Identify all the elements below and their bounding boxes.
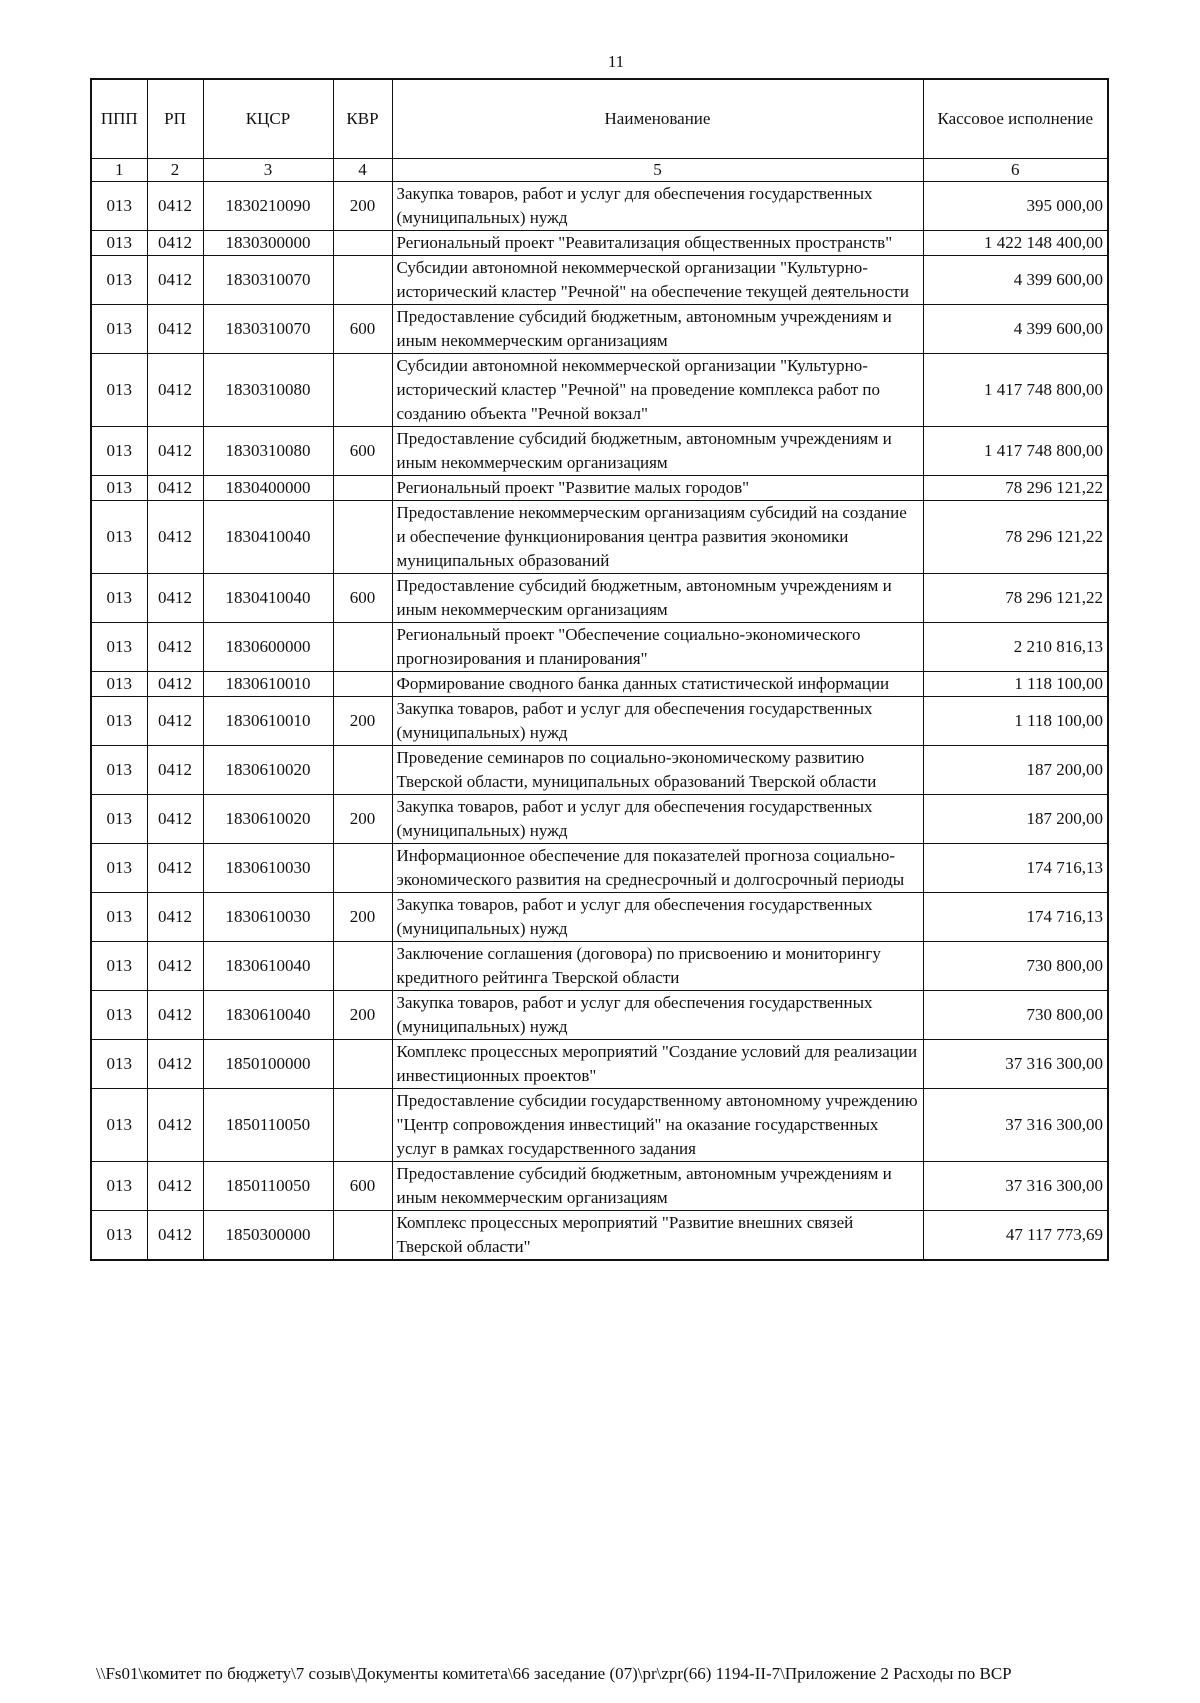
cell-kcsr: 1830410040 — [203, 574, 333, 623]
table-row — [91, 427, 1108, 476]
cell-amount: 730 800,00 — [923, 942, 1108, 991]
cell-amount: 1 118 100,00 — [923, 672, 1108, 697]
cell-rp: 0412 — [147, 354, 203, 427]
cell-name: Региональный проект "Развитие малых городов" — [392, 476, 923, 501]
cell-kvr: 600 — [333, 574, 392, 623]
column-number: 1 — [91, 159, 147, 182]
page-number: 11 — [607, 52, 625, 71]
cell-ppp: 013 — [91, 427, 147, 476]
cell-ppp: 013 — [91, 231, 147, 256]
cell-name: Субсидии автономной некоммерческой организации "Культурно-исторический кластер "Речной" на обеспечение текущей деятельности — [392, 256, 923, 305]
cell-kcsr: 1830410040 — [203, 501, 333, 574]
cell-kcsr: 1850110050 — [203, 1162, 333, 1211]
cell-ppp: 013 — [91, 354, 147, 427]
cell-kcsr: 1830610030 — [203, 844, 333, 893]
cell-kcsr: 1830610010 — [203, 672, 333, 697]
table-row — [91, 672, 1108, 697]
cell-kcsr: 1830310080 — [203, 427, 333, 476]
cell-name: Региональный проект "Реавитализация общественных пространств" — [392, 231, 923, 256]
cell-kvr — [333, 1089, 392, 1162]
table-row — [91, 574, 1108, 623]
cell-name: Предоставление субсидий бюджетным, автономным учреждениям и иным некоммерческим организациям — [392, 574, 923, 623]
cell-ppp: 013 — [91, 476, 147, 501]
cell-name: Закупка товаров, работ и услуг для обеспечения государственных (муниципальных) нужд — [392, 697, 923, 746]
cell-kvr: 600 — [333, 1162, 392, 1211]
cell-ppp: 013 — [91, 1211, 147, 1261]
header-row — [91, 79, 1108, 159]
cell-kvr: 200 — [333, 182, 392, 231]
cell-kvr — [333, 476, 392, 501]
table-row — [91, 697, 1108, 746]
column-number: 4 — [333, 159, 392, 182]
cell-name: Предоставление некоммерческим организациям субсидий на создание и обеспечение функционирования центра развития экономики муниципальных образований — [392, 501, 923, 574]
cell-amount: 1 417 748 800,00 — [923, 427, 1108, 476]
cell-amount: 78 296 121,22 — [923, 574, 1108, 623]
cell-rp: 0412 — [147, 476, 203, 501]
cell-rp: 0412 — [147, 1089, 203, 1162]
cell-ppp: 013 — [91, 501, 147, 574]
header-ppp: ППП — [91, 79, 147, 159]
cell-kvr — [333, 844, 392, 893]
cell-name: Предоставление субсидий бюджетным, автономным учреждениям и иным некоммерческим организациям — [392, 305, 923, 354]
cell-rp: 0412 — [147, 501, 203, 574]
cell-amount: 2 210 816,13 — [923, 623, 1108, 672]
cell-kvr: 200 — [333, 795, 392, 844]
column-number: 3 — [203, 159, 333, 182]
header-kvr: КВР — [333, 79, 392, 159]
cell-kcsr: 1830300000 — [203, 231, 333, 256]
table-row — [91, 1211, 1108, 1261]
cell-name: Субсидии автономной некоммерческой организации "Культурно-исторический кластер "Речной" на проведение комплекса работ по созданию объекта "Речной вокзал" — [392, 354, 923, 427]
cell-ppp: 013 — [91, 697, 147, 746]
cell-rp: 0412 — [147, 746, 203, 795]
cell-rp: 0412 — [147, 893, 203, 942]
cell-kvr — [333, 231, 392, 256]
cell-kvr: 200 — [333, 697, 392, 746]
cell-amount: 4 399 600,00 — [923, 305, 1108, 354]
cell-ppp: 013 — [91, 182, 147, 231]
table-row — [91, 1162, 1108, 1211]
table-row — [91, 305, 1108, 354]
cell-kcsr: 1830610030 — [203, 893, 333, 942]
cell-rp: 0412 — [147, 574, 203, 623]
cell-kcsr: 1830600000 — [203, 623, 333, 672]
cell-kvr — [333, 256, 392, 305]
header-amount: Кассовое исполнение — [923, 79, 1108, 159]
cell-rp: 0412 — [147, 697, 203, 746]
cell-ppp: 013 — [91, 1040, 147, 1089]
cell-rp: 0412 — [147, 623, 203, 672]
cell-kvr: 200 — [333, 893, 392, 942]
cell-amount: 47 117 773,69 — [923, 1211, 1108, 1261]
table-row — [91, 893, 1108, 942]
column-number: 2 — [147, 159, 203, 182]
cell-ppp: 013 — [91, 991, 147, 1040]
cell-ppp: 013 — [91, 1089, 147, 1162]
cell-ppp: 013 — [91, 1162, 147, 1211]
cell-kcsr: 1830610020 — [203, 795, 333, 844]
cell-name: Комплекс процессных мероприятий "Развитие внешних связей Тверской области" — [392, 1211, 923, 1261]
cell-amount: 395 000,00 — [923, 182, 1108, 231]
cell-kcsr: 1830610020 — [203, 746, 333, 795]
cell-amount: 37 316 300,00 — [923, 1089, 1108, 1162]
cell-ppp: 013 — [91, 844, 147, 893]
table-row — [91, 844, 1108, 893]
cell-name: Заключение соглашения (договора) по присвоению и мониторингу кредитного рейтинга Тверской области — [392, 942, 923, 991]
table-row — [91, 476, 1108, 501]
column-number-row — [91, 159, 1108, 182]
cell-amount: 1 118 100,00 — [923, 697, 1108, 746]
cell-name: Закупка товаров, работ и услуг для обеспечения государственных (муниципальных) нужд — [392, 991, 923, 1040]
cell-rp: 0412 — [147, 1040, 203, 1089]
cell-amount: 4 399 600,00 — [923, 256, 1108, 305]
cell-kvr — [333, 354, 392, 427]
table-row — [91, 1089, 1108, 1162]
cell-kcsr: 1830310070 — [203, 256, 333, 305]
cell-amount: 1 417 748 800,00 — [923, 354, 1108, 427]
cell-kvr: 600 — [333, 305, 392, 354]
table-row — [91, 1040, 1108, 1089]
cell-ppp: 013 — [91, 942, 147, 991]
cell-amount: 1 422 148 400,00 — [923, 231, 1108, 256]
cell-name: Закупка товаров, работ и услуг для обеспечения государственных (муниципальных) нужд — [392, 893, 923, 942]
table-row — [91, 991, 1108, 1040]
table-row — [91, 182, 1108, 231]
cell-ppp: 013 — [91, 795, 147, 844]
cell-kcsr: 1830210090 — [203, 182, 333, 231]
cell-rp: 0412 — [147, 256, 203, 305]
cell-kvr — [333, 672, 392, 697]
footer-file-path: \\Fs01\комитет по бюджету\7 созыв\Документы комитета\66 заседание (07)\pr\zpr(66) 1194-II-7\Приложение 2 Расходы по ВСР — [96, 1664, 1012, 1683]
cell-amount: 78 296 121,22 — [923, 476, 1108, 501]
cell-ppp: 013 — [91, 305, 147, 354]
cell-name: Предоставление субсидии государственному автономному учреждению "Центр сопровождения инвестиций" на оказание государственных услуг в рамках государственного задания — [392, 1089, 923, 1162]
cell-kvr: 200 — [333, 991, 392, 1040]
cell-kvr — [333, 623, 392, 672]
table-row — [91, 795, 1108, 844]
cell-ppp: 013 — [91, 746, 147, 795]
cell-ppp: 013 — [91, 893, 147, 942]
cell-kcsr: 1830610040 — [203, 991, 333, 1040]
cell-name: Формирование сводного банка данных статистической информации — [392, 672, 923, 697]
cell-kcsr: 1830310080 — [203, 354, 333, 427]
table-row — [91, 746, 1108, 795]
cell-ppp: 013 — [91, 672, 147, 697]
cell-rp: 0412 — [147, 991, 203, 1040]
cell-amount: 187 200,00 — [923, 746, 1108, 795]
cell-amount: 37 316 300,00 — [923, 1040, 1108, 1089]
cell-kcsr: 1850100000 — [203, 1040, 333, 1089]
cell-rp: 0412 — [147, 844, 203, 893]
cell-rp: 0412 — [147, 427, 203, 476]
cell-rp: 0412 — [147, 795, 203, 844]
cell-rp: 0412 — [147, 672, 203, 697]
cell-kcsr: 1830610040 — [203, 942, 333, 991]
cell-ppp: 013 — [91, 256, 147, 305]
cell-kvr — [333, 746, 392, 795]
cell-ppp: 013 — [91, 574, 147, 623]
column-number: 5 — [392, 159, 923, 182]
cell-kcsr: 1850300000 — [203, 1211, 333, 1261]
cell-name: Закупка товаров, работ и услуг для обеспечения государственных (муниципальных) нужд — [392, 795, 923, 844]
budget-execution-table — [90, 78, 1109, 1261]
cell-rp: 0412 — [147, 1211, 203, 1261]
table-row — [91, 256, 1108, 305]
table-row — [91, 354, 1108, 427]
header-name: Наименование — [392, 79, 923, 159]
cell-amount: 730 800,00 — [923, 991, 1108, 1040]
cell-name: Предоставление субсидий бюджетным, автономным учреждениям и иным некоммерческим организациям — [392, 427, 923, 476]
header-kcsr: КЦСР — [203, 79, 333, 159]
header-rp: РП — [147, 79, 203, 159]
cell-amount: 174 716,13 — [923, 893, 1108, 942]
table-row — [91, 501, 1108, 574]
table-row — [91, 942, 1108, 991]
cell-kvr: 600 — [333, 427, 392, 476]
cell-kvr — [333, 1211, 392, 1261]
cell-rp: 0412 — [147, 231, 203, 256]
table-row — [91, 231, 1108, 256]
cell-kvr — [333, 1040, 392, 1089]
cell-kvr — [333, 942, 392, 991]
cell-rp: 0412 — [147, 305, 203, 354]
table-body — [91, 182, 1108, 1261]
cell-name: Проведение семинаров по социально-экономическому развитию Тверской области, муниципальных образований Тверской области — [392, 746, 923, 795]
cell-name: Закупка товаров, работ и услуг для обеспечения государственных (муниципальных) нужд — [392, 182, 923, 231]
cell-rp: 0412 — [147, 942, 203, 991]
cell-kcsr: 1830310070 — [203, 305, 333, 354]
cell-kvr — [333, 501, 392, 574]
cell-name: Комплекс процессных мероприятий "Создание условий для реализации инвестиционных проектов" — [392, 1040, 923, 1089]
cell-name: Информационное обеспечение для показателей прогноза социально-экономического развития на среднесрочный и долгосрочный периоды — [392, 844, 923, 893]
cell-kcsr: 1830610010 — [203, 697, 333, 746]
cell-kcsr: 1850110050 — [203, 1089, 333, 1162]
cell-amount: 37 316 300,00 — [923, 1162, 1108, 1211]
cell-amount: 187 200,00 — [923, 795, 1108, 844]
cell-kcsr: 1830400000 — [203, 476, 333, 501]
column-number: 6 — [923, 159, 1108, 182]
cell-amount: 78 296 121,22 — [923, 501, 1108, 574]
cell-ppp: 013 — [91, 623, 147, 672]
cell-name: Региональный проект "Обеспечение социально-экономического прогнозирования и планирования" — [392, 623, 923, 672]
cell-amount: 174 716,13 — [923, 844, 1108, 893]
cell-name: Предоставление субсидий бюджетным, автономным учреждениям и иным некоммерческим организациям — [392, 1162, 923, 1211]
cell-rp: 0412 — [147, 1162, 203, 1211]
table-row — [91, 623, 1108, 672]
cell-rp: 0412 — [147, 182, 203, 231]
